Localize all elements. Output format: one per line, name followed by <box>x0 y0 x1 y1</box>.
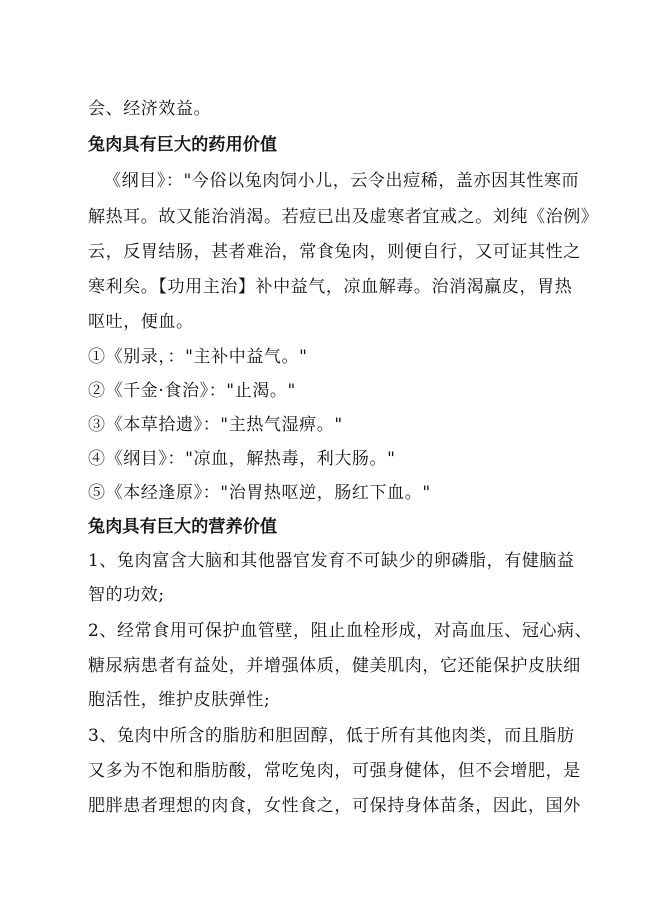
list-item: ③《本草拾遗》："主热气湿痹。" <box>88 415 343 435</box>
list-item: ①《别录，："主补中益气。" <box>88 347 308 367</box>
text-line: 云，反胃结肠，甚者难治，常食兔肉，则便自行，又可证其性之 <box>88 242 581 262</box>
text-line: 智的功效; <box>88 585 165 605</box>
text-line: 3、兔肉中所含的脂肪和胆固醇，低于所有其他肉类，而且脂肪 <box>88 726 575 746</box>
text-line: 胞活性，维护皮肤弹性; <box>88 690 271 710</box>
text-line: 解热耳。故又能治消渴。若痘已出及虚寒者宜戒之。刘纯《治例》 <box>88 207 599 227</box>
text-line: 肥胖患者理想的肉食，女性食之，可保持身体苗条，因此，国外 <box>88 796 581 816</box>
section-heading-nutritional-value: 兔肉具有巨大的营养价值 <box>88 517 278 537</box>
text-line: 《纲目》："今俗以兔肉饲小儿，云令出痘稀，盖亦因其性寒而 <box>104 171 580 191</box>
text-line: 又多为不饱和脂肪酸，常吃兔肉，可强身健体，但不会增肥，是 <box>88 761 581 781</box>
text-line: 2、经常食用可保护血管壁，阻止血栓形成，对高血压、冠心病、 <box>88 621 593 641</box>
text-line: 糖尿病患者有益处，并增强体质，健美肌肉，它还能保护皮肤细 <box>88 656 581 676</box>
list-item: ②《千金·食治》："止渴。" <box>88 381 296 401</box>
text-line: 会、经济效益。 <box>88 99 212 119</box>
text-line: 呕吐，便血。 <box>88 312 194 332</box>
list-item: ⑤《本经逢原》："治胃热呕逆，肠红下血。" <box>88 483 431 503</box>
text-line: 寒利矣。【功用主治】补中益气，凉血解毒。治消渴羸皮，胃热 <box>88 277 573 297</box>
list-item: ④《纲目》："凉血，解热毒，利大肠。" <box>88 449 396 469</box>
text-line: 1、兔肉富含大脑和其他器官发育不可缺少的卵磷脂，有健脑益 <box>88 551 575 571</box>
section-heading-medicinal-value: 兔肉具有巨大的药用价值 <box>88 135 278 155</box>
